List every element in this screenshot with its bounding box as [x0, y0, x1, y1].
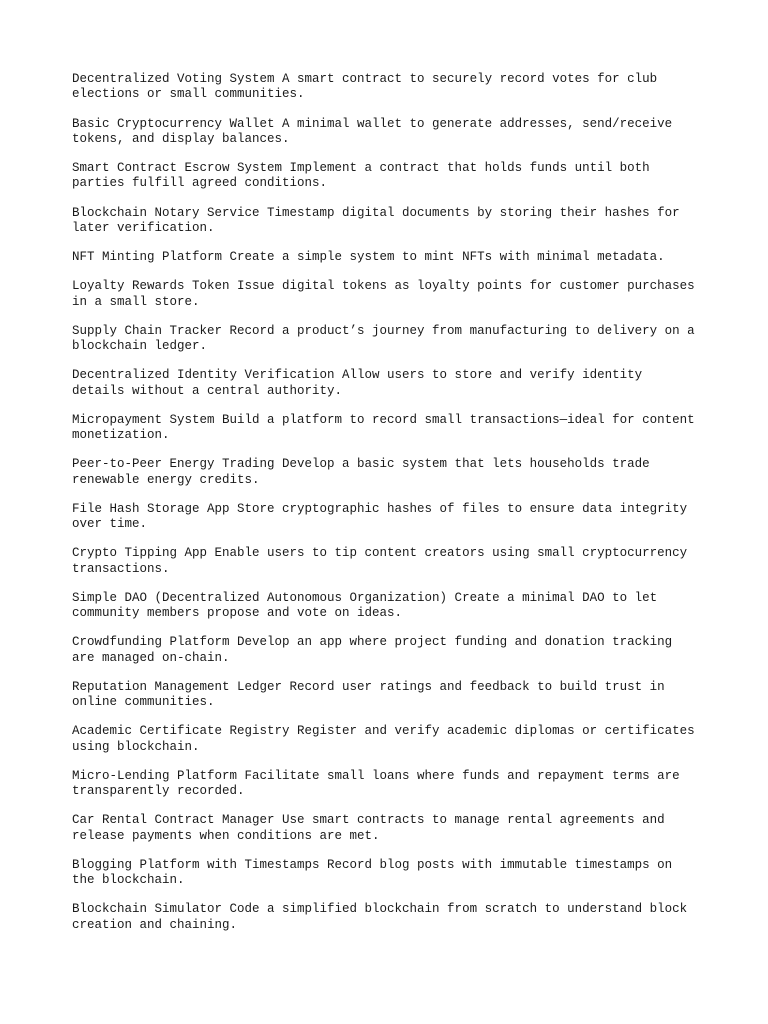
list-item: Peer-to-Peer Energy Trading Develop a basic system that lets households trade renewable energy credits. [72, 457, 650, 487]
list-item: Basic Cryptocurrency Wallet A minimal wallet to generate addresses, send/receive tokens, and display balances. [72, 116, 673, 146]
list-item: Supply Chain Tracker Record a product’s journey from manufacturing to delivery on a blockchain ledger. [72, 323, 695, 353]
list-item: Reputation Management Ledger Record user ratings and feedback to build trust in online communities. [72, 679, 665, 709]
list-item: Crowdfunding Platform Develop an app where project funding and donation tracking are managed on-chain. [72, 635, 673, 665]
list-item: Decentralized Identity Verification Allow users to store and verify identity details without a central authority. [72, 368, 643, 398]
list-item: NFT Minting Platform Create a simple system to mint NFTs with minimal metadata. [72, 250, 665, 264]
list-item: File Hash Storage App Store cryptographic hashes of files to ensure data integrity over time. [72, 501, 688, 531]
list-item: Decentralized Voting System A smart contract to securely record votes for club elections or small communities. [72, 72, 658, 102]
list-item: Blogging Platform with Timestamps Record blog posts with immutable timestamps on the blockchain. [72, 857, 673, 887]
list-item: Micro-Lending Platform Facilitate small loans where funds and repayment terms are transparently recorded. [72, 768, 680, 798]
project-ideas-list [72, 72, 702, 947]
list-item: Blockchain Simulator Code a simplified blockchain from scratch to understand block creation and chaining. [72, 902, 688, 932]
list-item: Loyalty Rewards Token Issue digital tokens as loyalty points for customer purchases in a small store. [72, 279, 695, 309]
list-item: Academic Certificate Registry Register and verify academic diplomas or certificates using blockchain. [72, 724, 695, 754]
list-item: Car Rental Contract Manager Use smart contracts to manage rental agreements and release payments when conditions are met. [72, 813, 665, 843]
list-item: Micropayment System Build a platform to record small transactions—ideal for content monetization. [72, 412, 695, 442]
list-item: Crypto Tipping App Enable users to tip content creators using small cryptocurrency transactions. [72, 546, 688, 576]
list-item: Blockchain Notary Service Timestamp digital documents by storing their hashes for later verification. [72, 205, 680, 235]
list-item: Smart Contract Escrow System Implement a contract that holds funds until both parties fulfill agreed conditions. [72, 161, 650, 191]
list-item: Simple DAO (Decentralized Autonomous Organization) Create a minimal DAO to let community members propose and vote on ideas. [72, 590, 658, 620]
